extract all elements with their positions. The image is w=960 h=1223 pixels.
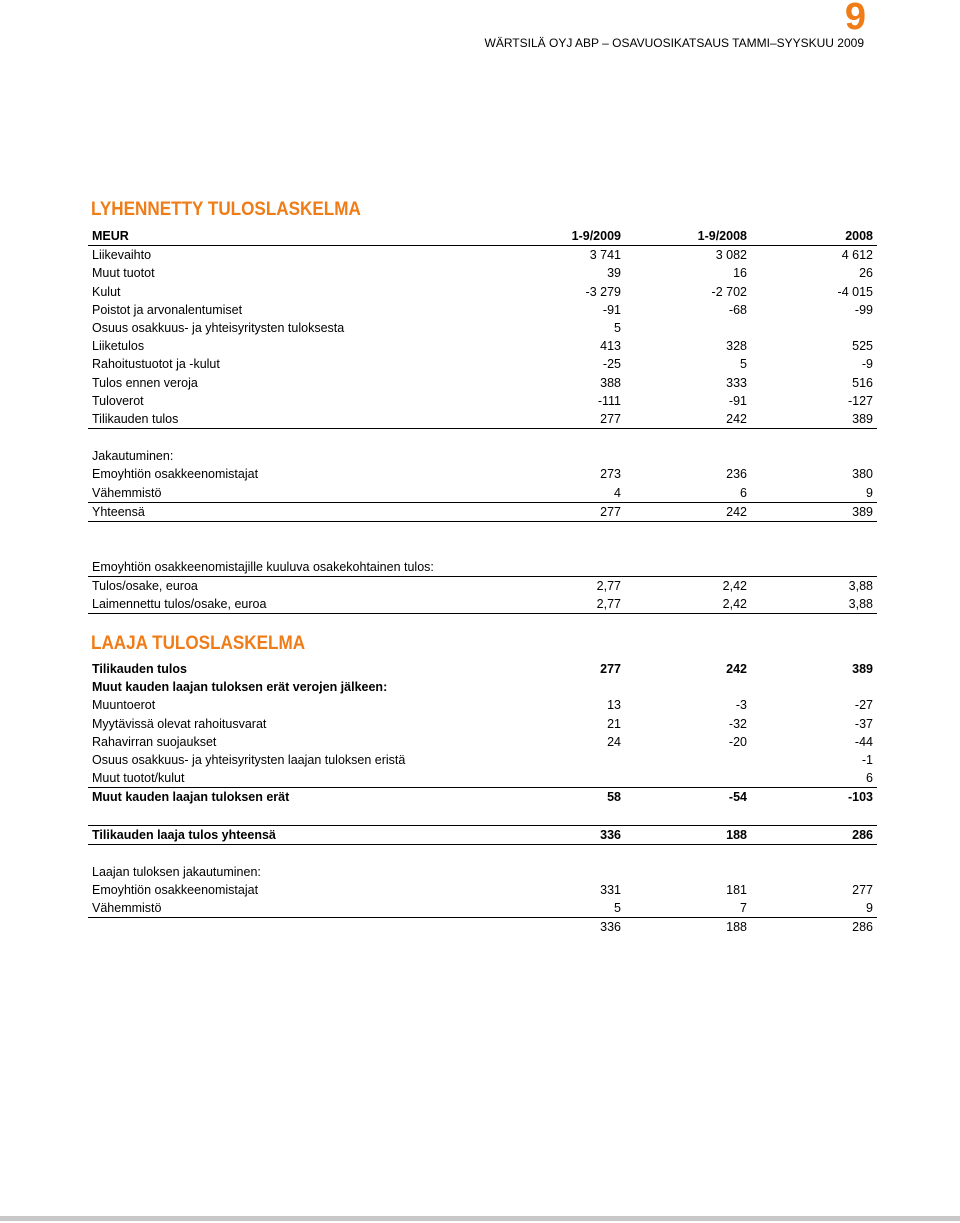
value-1-9-2009: 24 <box>607 734 621 749</box>
table-row <box>88 733 877 751</box>
table-row <box>88 788 877 807</box>
value-1-9-2009: 277 <box>499 410 625 429</box>
value-1-9-2008: 236 <box>726 467 747 482</box>
value-1-9-2008: -68 <box>728 302 747 317</box>
value-1-9-2009 <box>499 769 625 788</box>
value-2008: -103 <box>847 790 873 805</box>
table-row <box>88 769 877 788</box>
value-1-9-2009: 277 <box>600 662 621 677</box>
distribution-heading: Laajan tuloksen jakautuminen: <box>92 864 261 879</box>
table-row <box>88 825 877 844</box>
value-2008: 525 <box>852 339 873 354</box>
value-2008: -27 <box>854 698 873 713</box>
table-row <box>88 374 877 392</box>
value-1-9-2008 <box>625 319 751 337</box>
value-2008: -1 <box>861 753 873 768</box>
value-2008: 389 <box>852 662 873 677</box>
value-1-9-2008: 242 <box>726 662 747 677</box>
row-label: Osuus osakkuus- ja yhteisyritysten tuloksesta <box>92 321 345 336</box>
value-1-9-2009: -111 <box>597 393 621 408</box>
value-2008: 277 <box>852 882 873 897</box>
value-1-9-2008: 2,42 <box>722 579 747 594</box>
value-1-9-2009: 13 <box>607 698 621 713</box>
row-label: Tuloverot <box>92 393 144 408</box>
table-row <box>88 392 877 410</box>
value-1-9-2009: 3 741 <box>589 248 621 263</box>
income-statement-title: LYHENNETTY TULOSLASKELMA <box>91 199 361 220</box>
value-1-9-2009: 4 <box>499 483 625 502</box>
value-1-9-2009: 273 <box>600 467 621 482</box>
distribution-heading: Jakautuminen: <box>92 449 174 464</box>
value-1-9-2008: -32 <box>728 716 747 731</box>
value-1-9-2009: 5 <box>614 321 621 336</box>
income-statement-table <box>88 227 877 614</box>
value-1-9-2008: 188 <box>625 825 751 844</box>
row-label: Tulos/osake, euroa <box>92 579 198 594</box>
spacer-row <box>88 521 877 540</box>
value-2008: 4 612 <box>841 248 873 263</box>
table-row <box>88 660 877 678</box>
row-label: Rahavirran suojaukset <box>92 734 217 749</box>
value-1-9-2008: 181 <box>726 882 747 897</box>
value-2008: 9 <box>751 899 877 918</box>
row-label: Poistot ja arvonalentumiset <box>92 302 243 317</box>
value-2008: -99 <box>854 302 873 317</box>
distribution-heading-row <box>88 447 877 465</box>
spacer-row <box>88 844 877 863</box>
value-1-9-2009: 277 <box>499 502 625 521</box>
value-2008: 389 <box>751 410 877 429</box>
value-2008: -9 <box>861 357 873 372</box>
value-1-9-2008 <box>625 769 751 788</box>
row-label: Emoyhtiön osakkeenomistajat <box>92 882 259 897</box>
row-label: Liiketulos <box>92 339 145 354</box>
value-1-9-2008: 7 <box>625 899 751 918</box>
table-row <box>88 595 877 614</box>
value-2008: 389 <box>751 502 877 521</box>
row-label: Tulos ennen veroja <box>92 375 198 390</box>
row-label: Myytävissä olevat rahoitusvarat <box>92 716 267 731</box>
row-label: Muut tuotot <box>92 266 155 281</box>
table-row <box>88 355 877 373</box>
value-2008: 9 <box>751 483 877 502</box>
row-label: Muut kauden laajan tuloksen erät <box>92 790 290 805</box>
distribution-heading-row <box>88 863 877 881</box>
spacer-row <box>88 540 877 558</box>
value-1-9-2009: 413 <box>600 339 621 354</box>
table-row <box>88 283 877 301</box>
row-label: Yhteensä <box>88 502 499 521</box>
value-1-9-2008: 3 082 <box>715 248 747 263</box>
comprehensive-income-title: LAAJA TULOSLASKELMA <box>91 633 306 654</box>
value-1-9-2009: -91 <box>602 302 621 317</box>
value-1-9-2009: 2,77 <box>596 579 621 594</box>
value-1-9-2009: 336 <box>600 920 621 935</box>
value-1-9-2008: -54 <box>728 790 747 805</box>
row-label: Tilikauden tulos <box>88 410 499 429</box>
column-header-2008: 2008 <box>751 227 877 246</box>
value-1-9-2008 <box>625 751 751 769</box>
table-row <box>88 881 877 899</box>
value-2008: 516 <box>852 375 873 390</box>
row-label: Rahoitustuotot ja -kulut <box>92 357 220 372</box>
value-1-9-2009 <box>499 751 625 769</box>
value-1-9-2009: 388 <box>600 375 621 390</box>
value-1-9-2009: -3 279 <box>585 284 621 299</box>
value-1-9-2008: 333 <box>726 375 747 390</box>
table-row <box>88 246 877 265</box>
value-2008: 3,88 <box>751 595 877 614</box>
value-1-9-2009: 336 <box>499 825 625 844</box>
value-1-9-2008: 242 <box>625 502 751 521</box>
value-2008: -37 <box>854 716 873 731</box>
running-header: WÄRTSILÄ OYJ ABP – OSAVUOSIKATSAUS TAMMI–SYYSKUU 2009 <box>484 36 864 50</box>
value-1-9-2008: -2 702 <box>711 284 747 299</box>
row-label: Emoyhtiön osakkeenomistajat <box>92 467 259 482</box>
value-1-9-2009: -25 <box>602 357 621 372</box>
row-label: Liikevaihto <box>92 248 152 263</box>
value-1-9-2009: 21 <box>607 716 621 731</box>
oci-heading: Muut kauden laajan tuloksen erät verojen jälkeen: <box>92 680 388 695</box>
row-label: Vähemmistö <box>88 899 499 918</box>
table-row <box>88 918 877 937</box>
page-number: 9 <box>844 0 866 38</box>
eps-heading: Emoyhtiön osakkeenomistajille kuuluva osakekohtainen tulos: <box>88 558 877 577</box>
column-header-meur: MEUR <box>88 227 499 246</box>
table-row <box>88 577 877 596</box>
table-row <box>88 715 877 733</box>
value-1-9-2008: -20 <box>728 734 747 749</box>
value-1-9-2008: 16 <box>733 266 747 281</box>
value-2008: 380 <box>852 467 873 482</box>
column-header-1-9-2008: 1-9/2008 <box>625 227 751 246</box>
value-2008 <box>751 319 877 337</box>
row-label: Osuus osakkuus- ja yhteisyritysten laajan tuloksen eristä <box>92 753 406 768</box>
value-1-9-2009: 5 <box>499 899 625 918</box>
column-header-1-9-2009: 1-9/2009 <box>499 227 625 246</box>
row-label: Vähemmistö <box>88 483 499 502</box>
value-1-9-2008: 188 <box>726 920 747 935</box>
value-1-9-2008: 2,42 <box>625 595 751 614</box>
table-row <box>88 751 877 769</box>
table-row <box>88 301 877 319</box>
table-header-row <box>88 227 877 246</box>
value-1-9-2008: -3 <box>735 698 747 713</box>
table-row <box>88 264 877 282</box>
table-row <box>88 337 877 355</box>
row-label <box>88 918 499 937</box>
value-2008: -127 <box>847 393 873 408</box>
value-1-9-2008: -91 <box>728 393 747 408</box>
value-1-9-2009: 58 <box>607 790 621 805</box>
row-label: Muuntoerot <box>92 698 156 713</box>
value-2008: 6 <box>751 769 877 788</box>
table-row <box>88 502 877 521</box>
value-2008: -44 <box>854 734 873 749</box>
comprehensive-income-table <box>88 660 877 936</box>
value-2008: -4 015 <box>837 284 873 299</box>
table-row <box>88 899 877 918</box>
table-row <box>88 483 877 502</box>
value-1-9-2009: 331 <box>600 882 621 897</box>
oci-heading-row <box>88 678 877 696</box>
value-2008: 3,88 <box>848 579 873 594</box>
spacer-row <box>88 429 877 448</box>
table-row <box>88 410 877 429</box>
value-2008: 26 <box>859 266 873 281</box>
table-row <box>88 465 877 483</box>
row-label: Tilikauden tulos <box>92 662 187 677</box>
value-1-9-2008: 328 <box>726 339 747 354</box>
row-label: Kulut <box>92 284 121 299</box>
value-1-9-2008: 6 <box>625 483 751 502</box>
value-1-9-2008: 5 <box>740 357 747 372</box>
row-label: Muut tuotot/kulut <box>88 769 499 788</box>
value-2008: 286 <box>852 920 873 935</box>
spacer-row <box>88 807 877 826</box>
footer-divider <box>0 1216 960 1221</box>
value-1-9-2009: 2,77 <box>499 595 625 614</box>
value-2008: 286 <box>751 825 877 844</box>
table-row <box>88 696 877 714</box>
eps-heading-row <box>88 558 877 577</box>
table-row <box>88 319 877 337</box>
value-1-9-2008: 242 <box>625 410 751 429</box>
value-1-9-2009: 39 <box>607 266 621 281</box>
row-label: Laimennettu tulos/osake, euroa <box>88 595 499 614</box>
row-label: Tilikauden laaja tulos yhteensä <box>88 825 499 844</box>
